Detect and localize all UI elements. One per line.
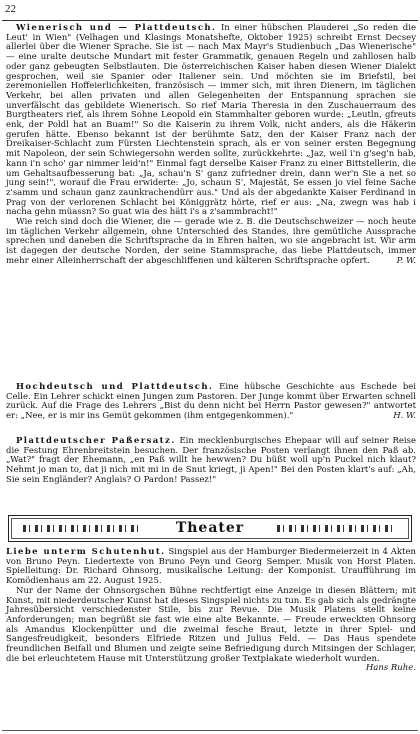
article-hochdeutsch-heading: Hochdeutsch und Plattdeutsch. bbox=[16, 382, 214, 392]
article-hochdeutsch-text: Eine hübsche Geschichte aus Eschede bei Celle. Ein Lehrer schickt einen Jungen zum Pastoren. Der Junge kommt über Erwarten schnell zurück. Auf die Frage des Lehrers „Bist du denn nicht bei Herrn Pastor gewesen?" antwortet er: „Nee, er is mir ins Gemüt gekommen (ihm entgegenkommen)." bbox=[6, 382, 417, 422]
article-wienerisch-text-2: Wie reich sind doch die Wiener, die — gerade wie z. B. die Deutschschweizer — noch heute im täglichen Verkehr allgemein, ohne Unterschied des Standes, ihre gemütliche Aussprache sprechen und daneben die Schriftsprache da in Ehren halten, wo sie angebracht ist. Wir arm ist dagegen der deutsche Norden, der seine Stammsprache, das liebe Plattdeutsch, immer mehr einer Alleinherrschaft der abgeschliffenen und kälteren Schriftsprache opfert. bbox=[6, 217, 416, 266]
article-passersatz-text: Ein mecklenburgisches Ehepaar will auf seiner Reise die Festung Ehrenbreitstein besuchen. Der französische Posten verlangt ihnen den Paß ab. „Wat?" fragt der Ehemann, „en Paß willt he hewwen? Du büßt woll up'n Puckel nich klaut? Nehmt jo man to, dat ji nich mit mi in de Snut kriegt, ji Apen!" Bei den Posten klart's auf: „Ah, Sie sein Engländer? Anglais? O Pardon! Passez!" bbox=[6, 436, 416, 485]
article-wienerisch-signature: P. W. bbox=[396, 255, 416, 266]
review-schutenhut bbox=[6, 548, 416, 674]
article-wienerisch-heading: Wienerisch und — Plattdeutsch. bbox=[16, 23, 217, 33]
article-wienerisch bbox=[6, 24, 416, 267]
theater-section-banner bbox=[8, 515, 412, 542]
article-passersatz-heading: Plattdeutscher Paßersatz. bbox=[16, 436, 176, 446]
footer-rule bbox=[2, 730, 418, 731]
article-hochdeutsch bbox=[6, 383, 416, 422]
header-rule bbox=[2, 20, 418, 21]
article-wienerisch-text-1: In einer hübschen Plauderei „So reden die Leut' in Wien" (Velhagen und Klasings Monatshefte, Oktober 1925) schreibt Ernst Decsey allerlei über die Wiener Sprache. Sie ist — nach Max Mayr's Studienbuch „Das Wienerische" — eine uralte deutsche Mundart mit fester Grammatik, genauen Regeln und zahllosen halb oder ganz gebeugten Selbstlauten. Die österreichischen Kaiser haben diesen Wiener Dialekt gesprochen, weil sie Spanier oder Italiener sein. Und möchten sie im Briefstil, bei zeremoniellen Hoffeierlichkeiten, französisch — immer sich, mit ihren Dienern, im täglichen Verkehr, bei allen privaten und allen Gelegenheiten der Entspannung sprachen sie unverfälscht das gebildete Wienerisch. So rief Maria Theresia in den Zuschauerraum des Burgtheaters rief, als ihrem Sohne Leopold ein Stammhalter geboren wurde: „Leutln, gfreuts enk, der Poldl hat an Buam!" So die Kaiserin zu ihrem Volk, nicht anders, als die Häkerin gerufen hätte. Ebenso bekannt ist der berühmte Satz, den der Kaiser Franz nach der Dreikaiser-Schlacht zum Fürsten Liechtenstein sprach, als er von seiner ersten Begegnung mit Napoleon, der sein Schwiegersohn werden sollte, zurückkehrte: „Jaz, weil i'n g'seg'n hab, kann i'n scho' gar nimmer leid'n!" Einmal fagt derselbe Kaiser Franz zu einer Bittstellerin, die um Gehaltsaufbesserung bat: „Ja, schau'n S' ganz zufriedner drein, dann wer'n Sie a net so jung sein!", worauf die Frau erwiderte: „Jo, schaun S', Majestät, Se essen jo viel feine Sache z'samm und schaun ganz zaunkrachendürr aus." Und als der abgedankte Kaiser Ferdinand in Prag von der verlorenen Schlacht bei Königgrätz hörte, rief er aus: „Na, zwegn was hab i nacha gehn müassn? So guat wia des hätt i's a z'sammbracht!" bbox=[6, 23, 416, 218]
review-intro: Singspiel aus der Hamburger Biedermeierzeit in 4 Akten von Bruno Peyn. Liedertexte von Bruno Peyn und Georg Semper. Musik von Horst Platen. Spielleitung: Dr. Richard Ohnsorg, musikalische Leitung: der Komponist. Uraufführung im Komödienhaus am 22. August 1925. bbox=[6, 547, 416, 587]
article-hochdeutsch-signature: H. W. bbox=[393, 411, 416, 422]
article-wienerisch-para-2 bbox=[6, 218, 416, 267]
theater-section-title: Theater bbox=[175, 520, 245, 536]
page-number: 22 bbox=[5, 3, 16, 15]
article-passersatz-para bbox=[6, 437, 416, 486]
review-body-para bbox=[6, 587, 416, 665]
review-heading: Liebe unterm Schutenhut. bbox=[6, 547, 166, 557]
review-text: Nur der Name der Ohnsorgschen Bühne rechtfertigt eine Anzeige in diesen Blättern; mit Kunst, mit niederdeutscher Kunst hat dieses Singspiel nichts zu tun. Es gab sich als gedrängte Jahresübersicht verschiedenster Stile, bis zur Revue. Die Musik Platens stellt keine Anforderungen; man begrüßt sie fast wie eine alte Bekannte. — Freude erweckten Ohnsorg als Amandus Klockenpütter und die zweimal fesche Braut, letzte in ihrer Spiel- und Sangesfreudigkeit, besonders Elfriede Ritzen und Julius Feld. — Das Haus spendete freundlichen Beifall und Blumen und zeigte seine Befriedigung durch Mitsingen der Schlager, die bei erleuchtetem Hause mit Unterstützung großer Textplakate wiederholt wurden. bbox=[6, 585, 416, 664]
review-intro-para bbox=[6, 548, 416, 587]
article-wienerisch-para-1 bbox=[6, 24, 416, 218]
article-passersatz bbox=[6, 437, 416, 486]
review-signature: Hans Ruhe. bbox=[365, 663, 416, 674]
article-hochdeutsch-para bbox=[6, 383, 416, 422]
